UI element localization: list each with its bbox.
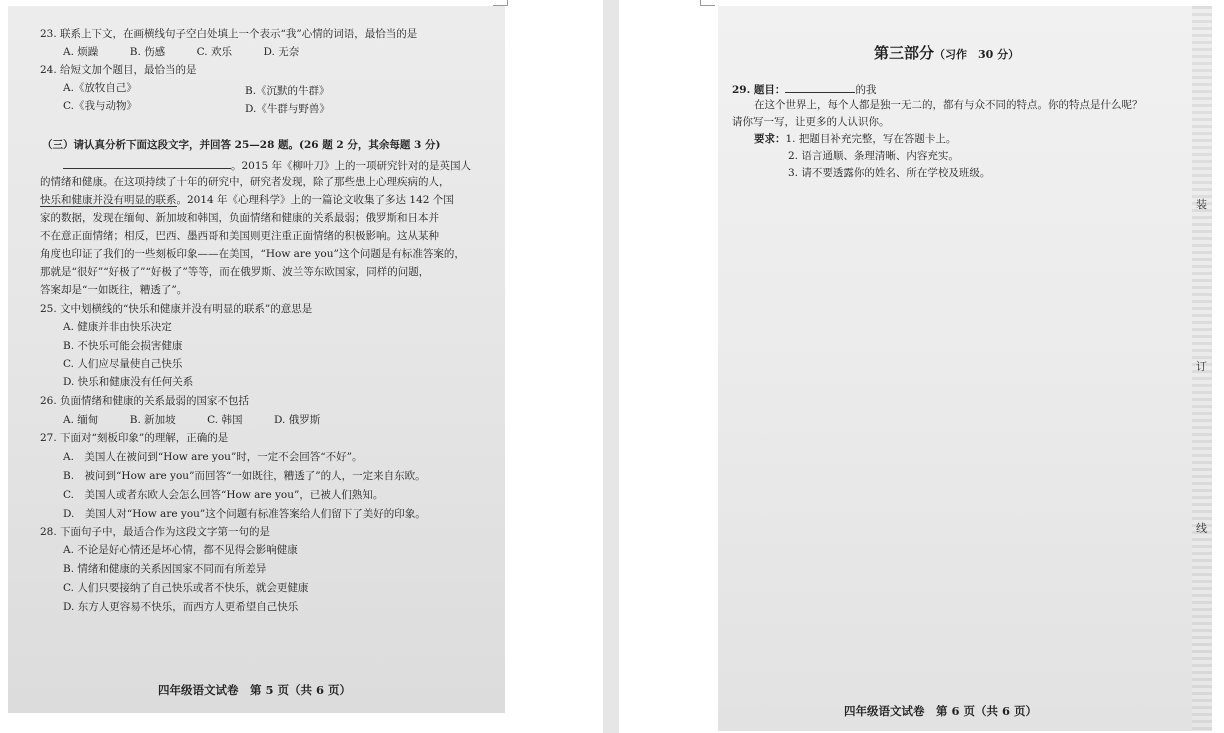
q27-option-b: B. 被问到“How are you”而回答“一如既往，糟透了”的人，一定来自东欧。 xyxy=(63,470,426,482)
passage-line-2: 的情绪和健康。在这项持续了十年的研究中，研究者发现，除了那些患上心理疾病的人， xyxy=(40,176,450,188)
passage-line-3: 快乐和健康并没有明显的联系。2014 年《心理科学》上的一篇论文收集了多达 142 个国 xyxy=(40,194,454,206)
q24-option-d: D.《牛群与野兽》 xyxy=(245,103,330,115)
q27-option-a: A. 美国人在被问到“How are you”时，一定不会回答“不好”。 xyxy=(63,451,363,463)
exam-page-5 xyxy=(8,6,505,713)
section-title-main: 第三部分 xyxy=(874,44,935,62)
passage-line-1: 。2015 年《柳叶刀》上的一项研究针对的是英国人 xyxy=(63,158,471,173)
section-title-sub: （习作 30 分） xyxy=(934,48,1020,61)
section-three-title xyxy=(874,42,1019,63)
q28-option-d: D. 东方人更容易不快乐，而西方人更希望自己快乐 xyxy=(63,601,299,613)
requirement-3: 3. 请不要透露你的姓名、所在学校及班级。 xyxy=(788,167,991,179)
passage-blank xyxy=(63,158,231,169)
page-corner-mark xyxy=(700,0,715,6)
page-6-footer: 四年级语文试卷 第 6 页（共 6 页） xyxy=(844,704,1038,718)
passage-line-4: 家的数据，发现在缅甸、新加坡和韩国，负面情绪和健康的关系最弱；俄罗斯和日本并 xyxy=(40,212,439,224)
q25-option-b: B. 不快乐可能会损害健康 xyxy=(63,340,183,352)
question-25: 25. 文中划横线的“快乐和健康并没有明显的联系”的意思是 xyxy=(40,303,313,315)
section-three-heading: （三）请认真分析下面这段文字，并回答 25—28 题。(26 题 2 分，其余每题 3 分) xyxy=(42,139,441,151)
question-24: 24. 给短文加个题目，最恰当的是 xyxy=(40,64,197,76)
binding-mark-zhuang: 装 xyxy=(1196,198,1207,211)
q25-option-d: D. 快乐和健康没有任何关系 xyxy=(63,376,194,388)
essay-prompt-line-2: 请你写一写，让更多的人认识你。 xyxy=(732,116,890,128)
q24-option-a: A.《放牧自己》 xyxy=(63,82,137,94)
question-28: 28. 下面句子中，最适合作为这段文字第一句的是 xyxy=(40,526,271,538)
title-blank xyxy=(785,82,855,93)
exam-page-6 xyxy=(718,6,1212,731)
passage-line-6: 角度也印证了我们的一些刻板印象——在美国，“How are you”这个问题是有标准答案的， xyxy=(40,248,465,260)
essay-prompt-line-1: 在这个世界上，每个人都是独一无二的，都有与众不同的特点。你的特点是什么呢？ xyxy=(754,99,1143,111)
q28-option-c: C. 人们只要接纳了自己快乐或者不快乐，就会更健康 xyxy=(63,582,309,594)
q25-option-a: A. 健康并非由快乐决定 xyxy=(63,321,172,333)
q28-option-b: B. 情绪和健康的关系因国家不同而有所差异 xyxy=(63,563,267,575)
q24-option-b: B.《沉默的牛群》 xyxy=(245,85,330,97)
requirement-1: 要求：1. 把题目补充完整，写在答题卡上。 xyxy=(754,133,957,145)
q27-option-c: C. 美国人或者东欧人会怎么回答“How are you”，已被人们熟知。 xyxy=(63,489,384,501)
binding-mark-xian: 线 xyxy=(1196,522,1207,535)
q27-option-d: D. 美国人对“How are you”这个问题有标准答案给人们留下了美好的印象。 xyxy=(63,508,426,520)
question-29: 29. 题目： 的我 xyxy=(732,84,877,96)
question-26: 26. 负面情绪和健康的关系最弱的国家不包括 xyxy=(40,395,250,407)
question-27: 27. 下面对“刻板印象”的理解，正确的是 xyxy=(40,432,229,444)
q25-option-c: C. 人们应尽量使自己快乐 xyxy=(63,358,183,370)
passage-line-5: 不在意正面情绪；相反，巴西、墨西哥和美国则更注重正面情绪的积极影响。这从某种 xyxy=(40,230,439,242)
q24-option-c: C.《我与动物》 xyxy=(63,100,137,112)
q28-option-a: A. 不论是好心情还是坏心情，都不见得会影响健康 xyxy=(63,544,298,556)
question-23: 23. 联系上下文，在画横线句子空白处填上一个表示“我”心情的词语，最恰当的是 xyxy=(40,28,418,40)
requirement-2: 2. 语言通顺、条理清晰、内容充实。 xyxy=(788,150,959,162)
passage-line-8: 答案却是“一如既往，糟透了”。 xyxy=(40,284,188,296)
q23-options: A. 烦躁 B. 伤感 C. 欢乐 D. 无奈 xyxy=(63,46,300,58)
underlined-phrase: 快乐和健康并没有明显的联系 xyxy=(40,194,177,206)
page-5-footer: 四年级语文试卷 第 5 页（共 6 页） xyxy=(158,683,352,697)
page-gutter xyxy=(603,0,619,733)
passage-line-7: 那就是“很好”“好极了”“好极了”等等，而在俄罗斯、波兰等东欧国家，同样的问题， xyxy=(40,266,430,278)
binding-mark-ding: 订 xyxy=(1196,360,1207,373)
q26-options: A. 缅甸 B. 新加坡 C. 韩国 D. 俄罗斯 xyxy=(63,414,321,426)
